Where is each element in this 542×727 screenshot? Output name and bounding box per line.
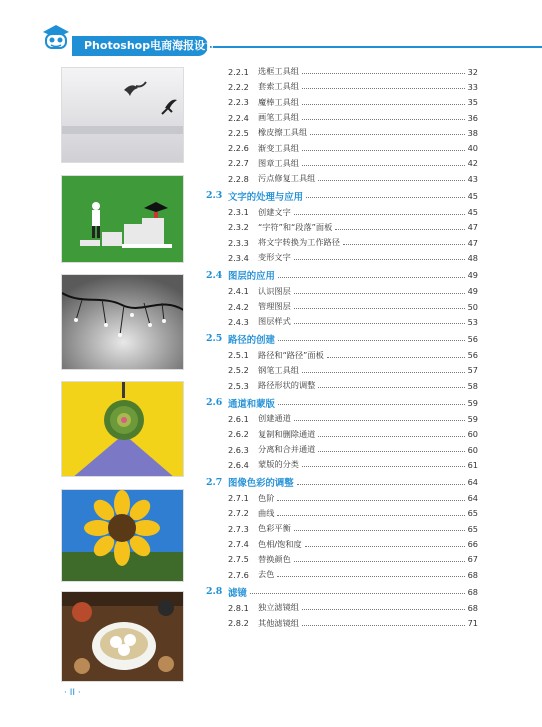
toc-entry[interactable] <box>206 567 478 582</box>
toc-title: 文字的处理与应用 <box>228 191 304 203</box>
toc-title: 路径形状的调整 <box>258 380 316 391</box>
toc-page-number: 61 <box>467 459 478 470</box>
toc-title: 通道和蒙版 <box>228 398 275 410</box>
toc-leader-dots <box>302 165 465 166</box>
toc-number: 2.5.2 <box>228 365 249 376</box>
toc-number: 2.7.4 <box>228 539 249 550</box>
toc-entry[interactable] <box>206 378 478 393</box>
toc-title: 变形文字 <box>258 252 291 263</box>
toc-title: 复制和删除通道 <box>258 428 316 439</box>
toc-title: 选框工具组 <box>258 66 299 77</box>
page-header <box>0 0 542 60</box>
toc-leader-dots <box>277 500 464 501</box>
toc-number: 2.6.3 <box>228 444 249 455</box>
toc-leader-dots <box>250 593 465 594</box>
toc-entry[interactable] <box>206 347 478 362</box>
toc-title: 污点修复工具组 <box>258 173 316 184</box>
toc-entry[interactable] <box>206 204 478 219</box>
toc-page-number: 38 <box>467 127 478 138</box>
toc-title: 套索工具组 <box>258 81 299 92</box>
toc-leader-dots <box>302 104 465 105</box>
toc-leader-dots <box>302 372 465 373</box>
toc-entry[interactable] <box>206 220 478 235</box>
toc-entry[interactable] <box>206 457 478 472</box>
toc-page-number: 42 <box>467 158 478 169</box>
toc-number: 2.3 <box>206 190 223 202</box>
toc-number: 2.4.2 <box>228 301 249 312</box>
toc-number: 2.2.7 <box>228 158 249 169</box>
toc-entry[interactable] <box>206 250 478 265</box>
toc-number: 2.2.5 <box>228 127 249 138</box>
toc-leader-dots <box>302 88 465 89</box>
mascot-badge-icon <box>40 24 72 52</box>
toc-title: 路径和“路径”面板 <box>258 349 324 360</box>
toc-leader-dots <box>278 404 465 405</box>
toc-leader-dots <box>318 180 464 181</box>
toc-title: 魔棒工具组 <box>258 96 299 107</box>
toc-leader-dots <box>302 466 465 467</box>
toc-title: 钢笔工具组 <box>258 364 299 375</box>
toc-title: 图层样式 <box>258 316 291 327</box>
toc-entry[interactable] <box>206 521 478 536</box>
toc-number: 2.5 <box>206 333 223 345</box>
toc-page-number: 65 <box>467 508 478 519</box>
toc-entry[interactable] <box>206 363 478 378</box>
toc-leader-dots <box>306 197 465 198</box>
toc-title: “字符”和“段落”面板 <box>258 221 333 232</box>
toc-title: 色相/饱和度 <box>258 538 302 549</box>
toc-page-number: 45 <box>467 207 478 218</box>
toc-page-number: 59 <box>467 397 478 408</box>
toc-number: 2.6 <box>206 397 223 409</box>
toc-page-number: 45 <box>467 190 478 201</box>
toc-page-number: 47 <box>467 237 478 248</box>
toc-number: 2.8.2 <box>228 618 249 629</box>
toc-title: 图层的应用 <box>228 271 275 283</box>
toc-entry[interactable] <box>206 140 478 155</box>
toc-page-number: 67 <box>467 554 478 565</box>
toc-entry[interactable] <box>206 491 478 506</box>
toc-title: 橡皮擦工具组 <box>258 127 308 138</box>
toc-page-number: 49 <box>467 270 478 281</box>
toc-number: 2.2.2 <box>228 81 249 92</box>
toc-title: 色阶 <box>258 492 275 503</box>
sunflower-photo <box>61 489 184 582</box>
stairs-graduation-photo <box>61 175 184 263</box>
toc-leader-dots <box>294 308 465 309</box>
toc-number: 2.2.1 <box>228 66 249 77</box>
toc-number: 2.3.4 <box>228 252 249 263</box>
toc-number: 2.2.3 <box>228 97 249 108</box>
toc-title: 渐变工具组 <box>258 142 299 153</box>
toc-number: 2.6.4 <box>228 459 249 470</box>
toc-entry[interactable] <box>206 110 478 125</box>
toc-number: 2.6.2 <box>228 429 249 440</box>
toc-section-heading[interactable] <box>206 267 478 284</box>
toc-number: 2.2.6 <box>228 143 249 154</box>
toc-leader-dots <box>294 420 465 421</box>
toc-title: 独立滤镜组 <box>258 602 299 613</box>
toc-title: 替换颜色 <box>258 553 291 564</box>
toc-number: 2.7.3 <box>228 523 249 534</box>
toc-page-number: 64 <box>467 477 478 488</box>
toc-section-heading[interactable] <box>206 187 478 204</box>
toc-page-number: 68 <box>467 569 478 580</box>
toc-number: 2.5.1 <box>228 350 249 361</box>
toc-page-number: 66 <box>467 539 478 550</box>
toc-entry[interactable] <box>206 79 478 94</box>
toc-entry[interactable] <box>206 95 478 110</box>
toc-entry[interactable] <box>206 616 478 631</box>
toc-leader-dots <box>343 244 465 245</box>
toc-section-heading[interactable] <box>206 330 478 347</box>
toc-number: 2.8.1 <box>228 602 249 613</box>
toc-number: 2.7.5 <box>228 554 249 565</box>
toc-number: 2.2.8 <box>228 173 249 184</box>
book-title: Photoshop电商海报设计 <box>72 36 208 56</box>
toc-leader-dots <box>302 609 465 610</box>
toc-entry[interactable] <box>206 600 478 615</box>
toc-title: 分离和合并通道 <box>258 444 316 455</box>
toc-title: 画笔工具组 <box>258 112 299 123</box>
toc-number: 2.4.1 <box>228 286 249 297</box>
toc-page-number: 58 <box>467 380 478 391</box>
toc-page-number: 60 <box>467 444 478 455</box>
toc-entry[interactable] <box>206 411 478 426</box>
toc-title: 路径的创建 <box>228 334 275 346</box>
toc-leader-dots <box>302 73 465 74</box>
toc-number: 2.2.4 <box>228 112 249 123</box>
toc-title: 色彩平衡 <box>258 523 291 534</box>
toc-page-number: 53 <box>467 316 478 327</box>
toc-leader-dots <box>294 530 465 531</box>
toc-number: 2.7 <box>206 476 223 488</box>
toc-leader-dots <box>277 576 464 577</box>
toc-title: 将文字转换为工作路径 <box>258 237 340 248</box>
toc-number: 2.7.2 <box>228 508 249 519</box>
toc-title: 创建文字 <box>258 206 291 217</box>
succulent-photo <box>61 381 184 477</box>
toc-title: 创建通道 <box>258 413 291 424</box>
toc-page-number: 32 <box>467 66 478 77</box>
toc-number: 2.3.3 <box>228 237 249 248</box>
toc-entry[interactable] <box>206 171 478 186</box>
toc-page-number: 56 <box>467 350 478 361</box>
toc-leader-dots <box>318 451 464 452</box>
toc-page-number: 48 <box>467 252 478 263</box>
toc-title: 认识图层 <box>258 285 291 296</box>
toc-title: 曲线 <box>258 507 275 518</box>
toc-leader-dots <box>327 357 465 358</box>
toc-page-number: 33 <box>467 81 478 92</box>
toc-number: 2.7.1 <box>228 493 249 504</box>
toc-title: 图像色彩的调整 <box>228 478 294 490</box>
toc-page-number: 49 <box>467 286 478 297</box>
toc-entry[interactable] <box>206 536 478 551</box>
toc-leader-dots <box>297 484 465 485</box>
birds-mist-photo <box>61 67 184 163</box>
page-number: · II · <box>64 688 81 698</box>
toc-number: 2.5.3 <box>228 380 249 391</box>
toc-leader-dots <box>310 134 464 135</box>
toc-entry[interactable] <box>206 64 478 79</box>
toc-page-number: 40 <box>467 143 478 154</box>
toc-section-heading[interactable] <box>206 474 478 491</box>
toc-page-number: 43 <box>467 173 478 184</box>
toc-entry[interactable] <box>206 299 478 314</box>
toc-leader-dots <box>294 293 465 294</box>
toc-leader-dots <box>294 561 465 562</box>
toc-leader-dots <box>294 323 465 324</box>
toc-leader-dots <box>277 515 464 516</box>
toc-title: 管理图层 <box>258 301 291 311</box>
toc-leader-dots <box>302 625 465 626</box>
table-of-contents <box>206 64 478 631</box>
header-rule <box>210 46 542 48</box>
toc-title: 滤镜 <box>228 587 247 599</box>
toc-entry[interactable] <box>206 156 478 171</box>
toc-leader-dots <box>294 259 465 260</box>
tangyuan-photo <box>61 591 184 682</box>
toc-leader-dots <box>302 150 465 151</box>
toc-leader-dots <box>278 277 465 278</box>
toc-section-heading[interactable] <box>206 394 478 411</box>
toc-page-number: 56 <box>467 333 478 344</box>
toc-page-number: 57 <box>467 365 478 376</box>
toc-entry[interactable] <box>206 284 478 299</box>
toc-number: 2.3.2 <box>228 222 249 233</box>
toc-leader-dots <box>318 436 464 437</box>
toc-number: 2.6.1 <box>228 413 249 424</box>
toc-entry[interactable] <box>206 125 478 140</box>
toc-leader-dots <box>278 340 465 341</box>
toc-page-number: 60 <box>467 429 478 440</box>
toc-number: 2.3.1 <box>228 207 249 218</box>
blossom-branches-photo <box>61 274 184 370</box>
toc-leader-dots <box>335 229 464 230</box>
toc-page-number: 59 <box>467 413 478 424</box>
toc-title: 去色 <box>258 569 275 580</box>
toc-entry[interactable] <box>206 442 478 457</box>
toc-page-number: 50 <box>467 301 478 312</box>
toc-page-number: 35 <box>467 97 478 108</box>
toc-page-number: 47 <box>467 222 478 233</box>
toc-entry[interactable] <box>206 506 478 521</box>
toc-page-number: 36 <box>467 112 478 123</box>
toc-entry[interactable] <box>206 552 478 567</box>
toc-page-number: 65 <box>467 523 478 534</box>
toc-entry[interactable] <box>206 314 478 329</box>
toc-number: 2.7.6 <box>228 569 249 580</box>
toc-leader-dots <box>294 214 465 215</box>
toc-page-number: 71 <box>467 618 478 629</box>
toc-title: 其他滤镜组 <box>258 617 299 628</box>
toc-section-heading[interactable] <box>206 583 478 600</box>
toc-leader-dots <box>305 546 465 547</box>
toc-page-number: 68 <box>467 602 478 613</box>
toc-entry[interactable] <box>206 427 478 442</box>
toc-number: 2.4.3 <box>228 316 249 327</box>
toc-number: 2.8 <box>206 586 223 598</box>
toc-page-number: 68 <box>467 586 478 597</box>
toc-page-number: 64 <box>467 493 478 504</box>
toc-number: 2.4 <box>206 269 223 281</box>
toc-entry[interactable] <box>206 235 478 250</box>
toc-leader-dots <box>302 119 465 120</box>
toc-title: 图章工具组 <box>258 157 299 168</box>
toc-title: 蒙版的分类 <box>258 459 299 470</box>
toc-leader-dots <box>318 387 464 388</box>
